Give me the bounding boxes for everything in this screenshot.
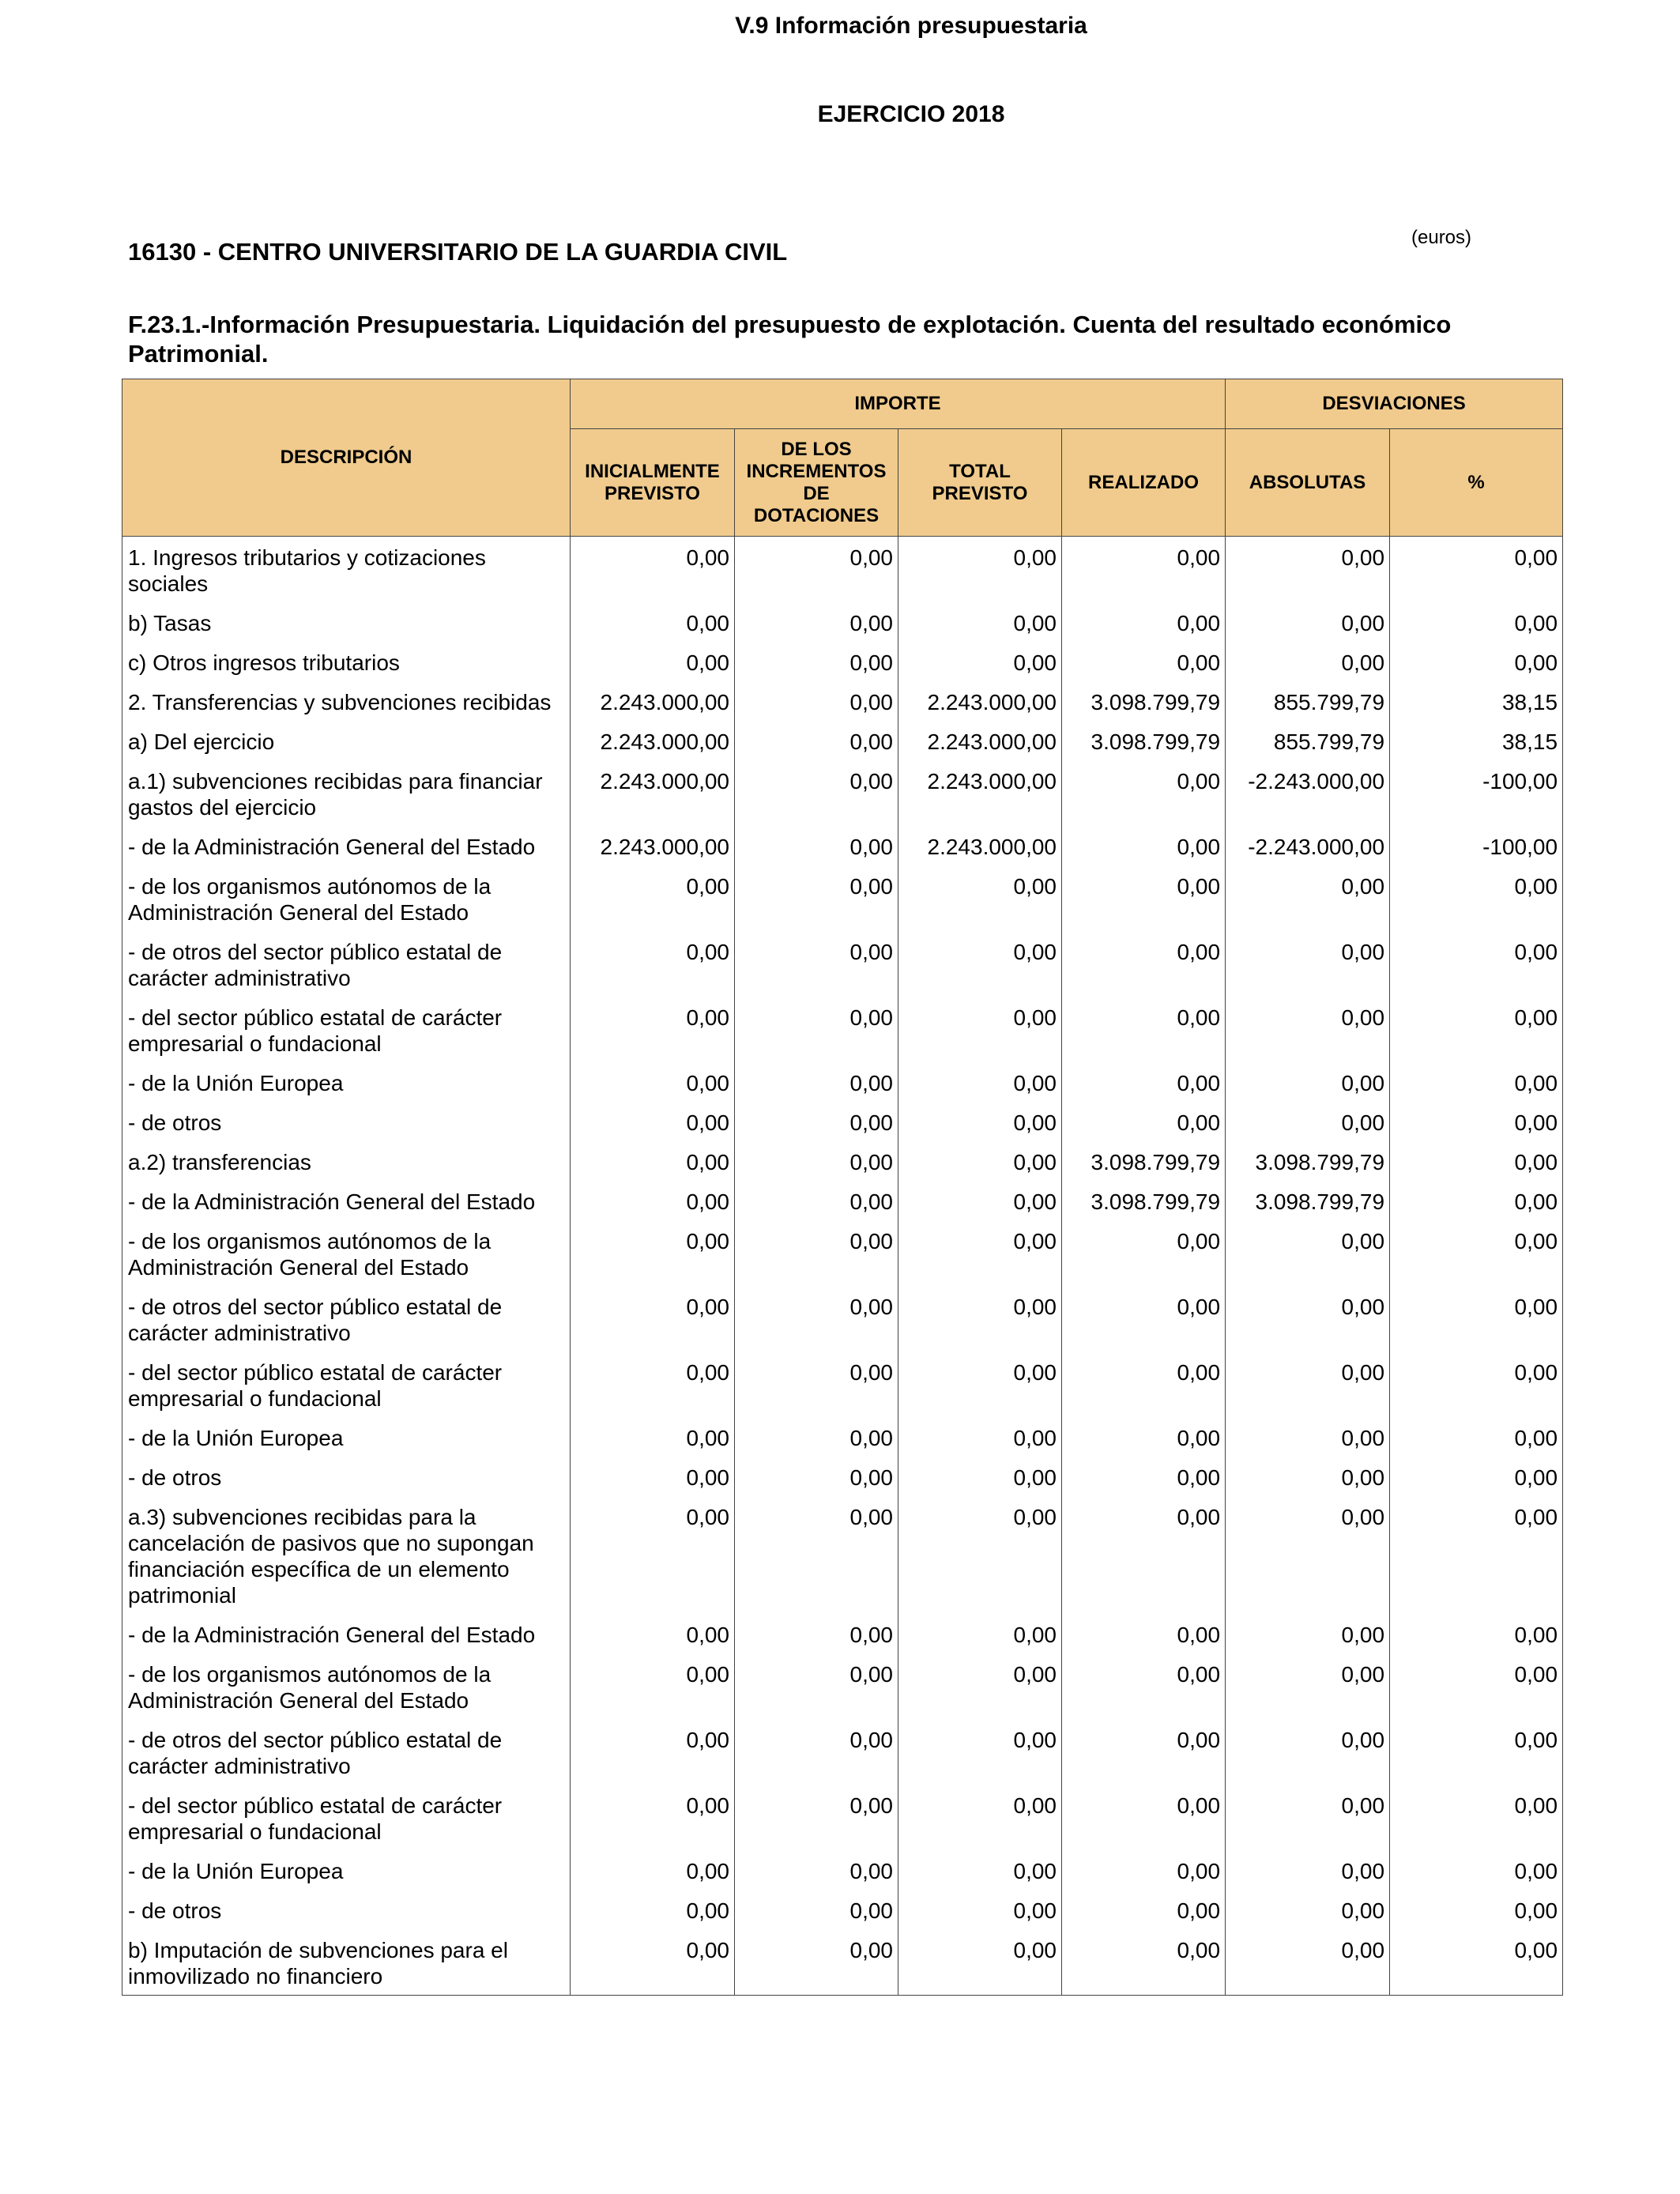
table-row: [122, 1417, 1563, 1457]
cell-absolutas: 0,00: [1226, 997, 1390, 1062]
cell-absolutas: 0,00: [1226, 1062, 1390, 1102]
table-row: [122, 1181, 1563, 1220]
row-description: - del sector público estatal de carácter empresarial o fundacional: [122, 1785, 571, 1850]
cell-realizado: 0,00: [1062, 602, 1226, 642]
cell-incrementos: 0,00: [735, 602, 898, 642]
cell-realizado: 0,00: [1062, 642, 1226, 681]
cell-porcentaje: 0,00: [1390, 1220, 1563, 1286]
cell-incrementos: 0,00: [735, 1062, 898, 1102]
header-absolutas: ABSOLUTAS: [1226, 429, 1390, 537]
cell-porcentaje: 0,00: [1390, 602, 1563, 642]
cell-total-previsto: 0,00: [898, 1286, 1062, 1351]
table-row: [122, 1286, 1563, 1351]
cell-incrementos: 0,00: [735, 681, 898, 721]
cell-incrementos: 0,00: [735, 826, 898, 865]
row-description: - de otros del sector público estatal de carácter administrativo: [122, 931, 571, 997]
cell-realizado: 0,00: [1062, 1890, 1226, 1929]
cell-total-previsto: 0,00: [898, 931, 1062, 997]
cell-total-previsto: 0,00: [898, 1496, 1062, 1614]
cell-realizado: 0,00: [1062, 997, 1226, 1062]
cell-absolutas: 0,00: [1226, 1220, 1390, 1286]
cell-porcentaje: 38,15: [1390, 681, 1563, 721]
table-row: [122, 1351, 1563, 1417]
cell-absolutas: 855.799,79: [1226, 721, 1390, 760]
cell-absolutas: 0,00: [1226, 602, 1390, 642]
header-inicialmente-previsto: INICIALMENTE PREVISTO: [571, 429, 735, 537]
table-row: [122, 1614, 1563, 1653]
cell-porcentaje: 0,00: [1390, 865, 1563, 931]
cell-absolutas: 3.098.799,79: [1226, 1141, 1390, 1181]
row-description: - de los organismos autónomos de la Administración General del Estado: [122, 1653, 571, 1719]
cell-incrementos: 0,00: [735, 1929, 898, 1996]
cell-total-previsto: 2.243.000,00: [898, 760, 1062, 826]
cell-porcentaje: 0,00: [1390, 1417, 1563, 1457]
cell-inicialmente-previsto: 0,00: [571, 1220, 735, 1286]
cell-inicialmente-previsto: 0,00: [571, 1890, 735, 1929]
cell-realizado: 0,00: [1062, 1614, 1226, 1653]
table-row: [122, 681, 1563, 721]
cell-total-previsto: 0,00: [898, 865, 1062, 931]
table-row: [122, 931, 1563, 997]
cell-total-previsto: 2.243.000,00: [898, 721, 1062, 760]
cell-absolutas: 0,00: [1226, 1457, 1390, 1496]
table-row: [122, 1890, 1563, 1929]
cell-incrementos: 0,00: [735, 997, 898, 1062]
cell-inicialmente-previsto: 0,00: [571, 1850, 735, 1890]
header-importe: IMPORTE: [571, 379, 1226, 429]
cell-porcentaje: 0,00: [1390, 1929, 1563, 1996]
cell-incrementos: 0,00: [735, 642, 898, 681]
row-description: - de la Administración General del Estado: [122, 1614, 571, 1653]
row-description: a.1) subvenciones recibidas para financiar gastos del ejercicio: [122, 760, 571, 826]
cell-inicialmente-previsto: 0,00: [571, 537, 735, 603]
cell-realizado: 0,00: [1062, 1929, 1226, 1996]
cell-inicialmente-previsto: 0,00: [571, 1181, 735, 1220]
cell-inicialmente-previsto: 0,00: [571, 642, 735, 681]
cell-absolutas: 0,00: [1226, 1496, 1390, 1614]
cell-inicialmente-previsto: 0,00: [571, 1286, 735, 1351]
table-row: [122, 1102, 1563, 1141]
cell-inicialmente-previsto: 0,00: [571, 1785, 735, 1850]
cell-inicialmente-previsto: 0,00: [571, 1719, 735, 1785]
cell-incrementos: 0,00: [735, 760, 898, 826]
cell-realizado: 0,00: [1062, 537, 1226, 603]
cell-porcentaje: 0,00: [1390, 997, 1563, 1062]
header-incrementos-dotaciones: DE LOS INCREMENTOS DE DOTACIONES: [735, 429, 898, 537]
row-description: - del sector público estatal de carácter empresarial o fundacional: [122, 1351, 571, 1417]
row-description: - de la Unión Europea: [122, 1850, 571, 1890]
section-title: V.9 Información presupuestaria: [735, 13, 1087, 39]
cell-realizado: 0,00: [1062, 760, 1226, 826]
cell-porcentaje: -100,00: [1390, 826, 1563, 865]
cell-total-previsto: 0,00: [898, 1141, 1062, 1181]
cell-inicialmente-previsto: 0,00: [571, 1417, 735, 1457]
cell-absolutas: -2.243.000,00: [1226, 826, 1390, 865]
cell-absolutas: 0,00: [1226, 1351, 1390, 1417]
cell-realizado: 3.098.799,79: [1062, 1141, 1226, 1181]
cell-incrementos: 0,00: [735, 1850, 898, 1890]
table-row: [122, 1496, 1563, 1614]
cell-absolutas: 0,00: [1226, 1417, 1390, 1457]
cell-porcentaje: 38,15: [1390, 721, 1563, 760]
cell-total-previsto: 0,00: [898, 1102, 1062, 1141]
row-description: - de otros: [122, 1457, 571, 1496]
cell-total-previsto: 0,00: [898, 642, 1062, 681]
cell-total-previsto: 0,00: [898, 1351, 1062, 1417]
row-description: - de los organismos autónomos de la Administración General del Estado: [122, 1220, 571, 1286]
cell-porcentaje: 0,00: [1390, 1496, 1563, 1614]
cell-porcentaje: 0,00: [1390, 537, 1563, 603]
cell-absolutas: 0,00: [1226, 1929, 1390, 1996]
header-porcentaje: %: [1390, 429, 1563, 537]
cell-realizado: 0,00: [1062, 826, 1226, 865]
row-description: - de otros del sector público estatal de carácter administrativo: [122, 1286, 571, 1351]
cell-inicialmente-previsto: 0,00: [571, 1351, 735, 1417]
cell-incrementos: 0,00: [735, 721, 898, 760]
cell-porcentaje: 0,00: [1390, 1286, 1563, 1351]
cell-porcentaje: 0,00: [1390, 1457, 1563, 1496]
cell-absolutas: 0,00: [1226, 1653, 1390, 1719]
cell-total-previsto: 0,00: [898, 997, 1062, 1062]
cell-incrementos: 0,00: [735, 1614, 898, 1653]
cell-inicialmente-previsto: 0,00: [571, 1457, 735, 1496]
header-realizado: REALIZADO: [1062, 429, 1226, 537]
cell-incrementos: 0,00: [735, 537, 898, 603]
table-row: [122, 760, 1563, 826]
cell-realizado: 0,00: [1062, 1220, 1226, 1286]
row-description: - de otros del sector público estatal de carácter administrativo: [122, 1719, 571, 1785]
cell-incrementos: 0,00: [735, 1785, 898, 1850]
row-description: - de la Unión Europea: [122, 1062, 571, 1102]
row-description: b) Tasas: [122, 602, 571, 642]
cell-porcentaje: 0,00: [1390, 1785, 1563, 1850]
cell-incrementos: 0,00: [735, 931, 898, 997]
table-row: [122, 1785, 1563, 1850]
table-row: [122, 1929, 1563, 1996]
cell-total-previsto: 0,00: [898, 537, 1062, 603]
cell-incrementos: 0,00: [735, 1653, 898, 1719]
cell-inicialmente-previsto: 0,00: [571, 1141, 735, 1181]
table-row: [122, 602, 1563, 642]
row-description: a.3) subvenciones recibidas para la cancelación de pasivos que no supongan financiación específica de un elemento patrimonial: [122, 1496, 571, 1614]
row-description: c) Otros ingresos tributarios: [122, 642, 571, 681]
currency-units: (euros): [1411, 227, 1472, 248]
header-total-previsto: TOTAL PREVISTO: [898, 429, 1062, 537]
cell-absolutas: 0,00: [1226, 642, 1390, 681]
row-description: - del sector público estatal de carácter empresarial o fundacional: [122, 997, 571, 1062]
cell-absolutas: 0,00: [1226, 1850, 1390, 1890]
cell-incrementos: 0,00: [735, 1719, 898, 1785]
cell-inicialmente-previsto: 2.243.000,00: [571, 760, 735, 826]
cell-porcentaje: 0,00: [1390, 931, 1563, 997]
cell-realizado: 3.098.799,79: [1062, 721, 1226, 760]
cell-realizado: 3.098.799,79: [1062, 681, 1226, 721]
row-description: - de la Administración General del Estado: [122, 826, 571, 865]
cell-inicialmente-previsto: 0,00: [571, 1496, 735, 1614]
cell-total-previsto: 2.243.000,00: [898, 681, 1062, 721]
cell-inicialmente-previsto: 0,00: [571, 865, 735, 931]
cell-inicialmente-previsto: 2.243.000,00: [571, 721, 735, 760]
cell-realizado: 0,00: [1062, 1850, 1226, 1890]
row-description: b) Imputación de subvenciones para el inmovilizado no financiero: [122, 1929, 571, 1996]
cell-absolutas: 0,00: [1226, 537, 1390, 603]
cell-absolutas: 0,00: [1226, 1890, 1390, 1929]
cell-total-previsto: 0,00: [898, 1417, 1062, 1457]
cell-incrementos: 0,00: [735, 1141, 898, 1181]
cell-inicialmente-previsto: 0,00: [571, 602, 735, 642]
cell-realizado: 0,00: [1062, 1719, 1226, 1785]
cell-realizado: 0,00: [1062, 1286, 1226, 1351]
cell-incrementos: 0,00: [735, 1220, 898, 1286]
table-row: [122, 997, 1563, 1062]
cell-total-previsto: 0,00: [898, 602, 1062, 642]
cell-porcentaje: 0,00: [1390, 1614, 1563, 1653]
cell-realizado: 0,00: [1062, 1457, 1226, 1496]
table-row: [122, 642, 1563, 681]
row-description: - de otros: [122, 1102, 571, 1141]
cell-porcentaje: -100,00: [1390, 760, 1563, 826]
cell-total-previsto: 0,00: [898, 1614, 1062, 1653]
cell-absolutas: 0,00: [1226, 1102, 1390, 1141]
cell-inicialmente-previsto: 0,00: [571, 997, 735, 1062]
table-row: [122, 826, 1563, 865]
cell-incrementos: 0,00: [735, 1457, 898, 1496]
budget-table: [122, 379, 1563, 1996]
cell-incrementos: 0,00: [735, 865, 898, 931]
cell-inicialmente-previsto: 0,00: [571, 931, 735, 997]
cell-incrementos: 0,00: [735, 1417, 898, 1457]
cell-total-previsto: 0,00: [898, 1929, 1062, 1996]
cell-total-previsto: 0,00: [898, 1785, 1062, 1850]
row-description: - de la Administración General del Estado: [122, 1181, 571, 1220]
cell-total-previsto: 0,00: [898, 1890, 1062, 1929]
cell-incrementos: 0,00: [735, 1890, 898, 1929]
cell-realizado: 0,00: [1062, 1496, 1226, 1614]
table-row: [122, 1062, 1563, 1102]
cell-porcentaje: 0,00: [1390, 1181, 1563, 1220]
cell-porcentaje: 0,00: [1390, 1102, 1563, 1141]
cell-absolutas: 0,00: [1226, 865, 1390, 931]
row-description: 2. Transferencias y subvenciones recibidas: [122, 681, 571, 721]
row-description: a.2) transferencias: [122, 1141, 571, 1181]
cell-total-previsto: 0,00: [898, 1181, 1062, 1220]
cell-realizado: 0,00: [1062, 865, 1226, 931]
table-row: [122, 721, 1563, 760]
cell-absolutas: 0,00: [1226, 1785, 1390, 1850]
row-description: 1. Ingresos tributarios y cotizaciones sociales: [122, 537, 571, 603]
cell-total-previsto: 0,00: [898, 1457, 1062, 1496]
cell-porcentaje: 0,00: [1390, 1062, 1563, 1102]
cell-absolutas: 3.098.799,79: [1226, 1181, 1390, 1220]
cell-realizado: 0,00: [1062, 1653, 1226, 1719]
table-row: [122, 1457, 1563, 1496]
cell-inicialmente-previsto: 0,00: [571, 1929, 735, 1996]
cell-incrementos: 0,00: [735, 1102, 898, 1141]
table-row: [122, 537, 1563, 603]
header-desviaciones: DESVIACIONES: [1226, 379, 1563, 429]
entity-name: 16130 - CENTRO UNIVERSITARIO DE LA GUARDIA CIVIL: [128, 238, 788, 266]
cell-total-previsto: 0,00: [898, 1719, 1062, 1785]
cell-incrementos: 0,00: [735, 1286, 898, 1351]
cell-inicialmente-previsto: 2.243.000,00: [571, 681, 735, 721]
cell-absolutas: 0,00: [1226, 1614, 1390, 1653]
report-title: F.23.1.-Información Presupuestaria. Liquidación del presupuesto de explotación. Cuenta del resultado económico Patrimonial.: [128, 311, 1452, 368]
cell-realizado: 0,00: [1062, 1785, 1226, 1850]
cell-realizado: 3.098.799,79: [1062, 1181, 1226, 1220]
cell-realizado: 0,00: [1062, 1062, 1226, 1102]
cell-total-previsto: 0,00: [898, 1062, 1062, 1102]
cell-inicialmente-previsto: 0,00: [571, 1102, 735, 1141]
row-description: - de otros: [122, 1890, 571, 1929]
table-row: [122, 1141, 1563, 1181]
row-description: - de los organismos autónomos de la Administración General del Estado: [122, 865, 571, 931]
table-row: [122, 1653, 1563, 1719]
header-descripcion: DESCRIPCIÓN: [122, 379, 571, 537]
table-row: [122, 1220, 1563, 1286]
cell-porcentaje: 0,00: [1390, 1653, 1563, 1719]
cell-absolutas: 0,00: [1226, 931, 1390, 997]
cell-absolutas: 0,00: [1226, 1719, 1390, 1785]
cell-porcentaje: 0,00: [1390, 1890, 1563, 1929]
cell-absolutas: 855.799,79: [1226, 681, 1390, 721]
row-description: - de la Unión Europea: [122, 1417, 571, 1457]
cell-total-previsto: 2.243.000,00: [898, 826, 1062, 865]
cell-total-previsto: 0,00: [898, 1850, 1062, 1890]
cell-incrementos: 0,00: [735, 1351, 898, 1417]
cell-realizado: 0,00: [1062, 1102, 1226, 1141]
exercise-title: EJERCICIO 2018: [817, 101, 1005, 127]
cell-absolutas: -2.243.000,00: [1226, 760, 1390, 826]
cell-porcentaje: 0,00: [1390, 1351, 1563, 1417]
cell-inicialmente-previsto: 2.243.000,00: [571, 826, 735, 865]
cell-realizado: 0,00: [1062, 1417, 1226, 1457]
cell-incrementos: 0,00: [735, 1181, 898, 1220]
cell-inicialmente-previsto: 0,00: [571, 1653, 735, 1719]
cell-inicialmente-previsto: 0,00: [571, 1062, 735, 1102]
cell-absolutas: 0,00: [1226, 1286, 1390, 1351]
cell-porcentaje: 0,00: [1390, 1850, 1563, 1890]
table-row: [122, 1719, 1563, 1785]
cell-total-previsto: 0,00: [898, 1220, 1062, 1286]
cell-realizado: 0,00: [1062, 931, 1226, 997]
cell-inicialmente-previsto: 0,00: [571, 1614, 735, 1653]
table-row: [122, 865, 1563, 931]
cell-incrementos: 0,00: [735, 1496, 898, 1614]
cell-total-previsto: 0,00: [898, 1653, 1062, 1719]
cell-porcentaje: 0,00: [1390, 642, 1563, 681]
table-row: [122, 1850, 1563, 1890]
cell-realizado: 0,00: [1062, 1351, 1226, 1417]
row-description: a) Del ejercicio: [122, 721, 571, 760]
cell-porcentaje: 0,00: [1390, 1719, 1563, 1785]
cell-porcentaje: 0,00: [1390, 1141, 1563, 1181]
